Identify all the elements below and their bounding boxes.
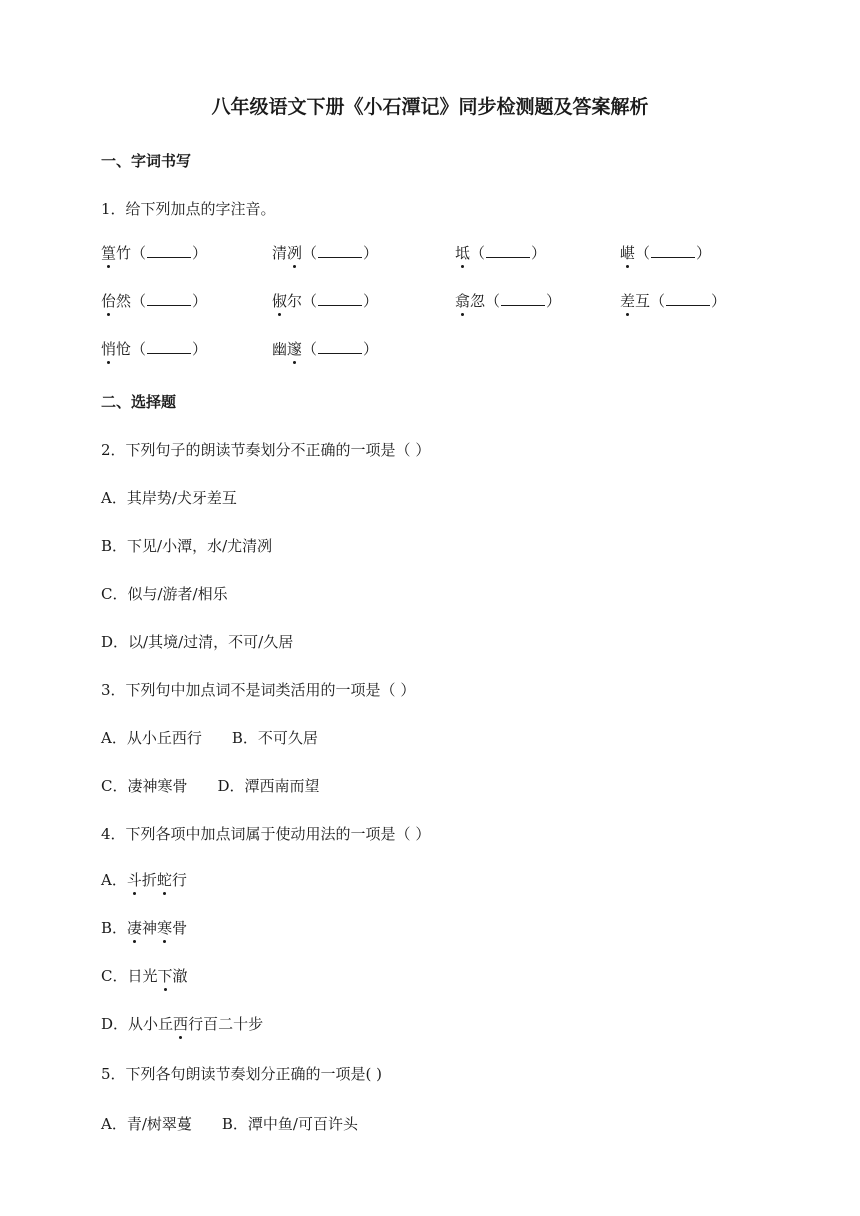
question-4-option-a: A．斗折蛇行 xyxy=(101,871,187,889)
question-2-option-c: C．似与/游者/相乐 xyxy=(101,585,228,603)
answer-blank xyxy=(318,341,362,354)
question-4-option-c: C．日光下澈 xyxy=(101,967,188,985)
question-5-option-a: A．青/树翠蔓 xyxy=(101,1115,192,1133)
dotted-character: 坻 xyxy=(455,244,471,262)
question-5-stem: 5．下列各句朗读节奏划分正确的一项是( ) xyxy=(101,1065,383,1083)
pinyin-item: 清冽（ ） xyxy=(272,244,379,262)
question-4-stem: 4．下列各项中加点词属于使动用法的一项是（ ） xyxy=(101,825,431,843)
answer-blank xyxy=(147,293,191,306)
question-2-stem: 2．下列句子的朗读节奏划分不正确的一项是（ ） xyxy=(101,441,431,459)
question-3-option-d: D．潭西南而望 xyxy=(217,777,320,795)
dotted-character: 佁 xyxy=(101,292,117,310)
pinyin-item: 俶尔（ ） xyxy=(272,292,379,310)
answer-blank xyxy=(666,293,710,306)
question-3-options-cd xyxy=(101,775,320,796)
question-3-option-c: C．凄神寒骨 xyxy=(101,777,188,795)
section-heading-1: 一、字词书写 xyxy=(101,152,192,170)
answer-blank xyxy=(147,341,191,354)
dotted-character: 篁 xyxy=(101,244,117,262)
question-2-option-d: D．以/其境/过清，不可/久居 xyxy=(101,633,294,651)
question-3-option-a: A．从小丘西行 xyxy=(101,729,202,747)
page-title: 八年级语文下册《小石潭记》同步检测题及答案解析 xyxy=(211,96,649,118)
question-4-option-b: B．凄神寒骨 xyxy=(101,919,188,937)
question-3-option-b: B．不可久居 xyxy=(231,729,318,747)
dotted-character: 冽 xyxy=(287,244,303,262)
answer-blank xyxy=(486,245,530,258)
dotted-character: 邃 xyxy=(287,340,303,358)
question-5-options-ab xyxy=(101,1113,358,1134)
question-3-options-ab xyxy=(101,727,318,748)
pinyin-item: 篁竹（ ） xyxy=(101,244,208,262)
dotted-character: 翕 xyxy=(455,292,471,310)
answer-blank xyxy=(651,245,695,258)
answer-blank xyxy=(147,245,191,258)
question-3-stem: 3．下列句中加点词不是词类活用的一项是（ ） xyxy=(101,681,416,699)
question-5-option-b: B．潭中鱼/可百许头 xyxy=(221,1115,358,1133)
question-4-option-d: D．从小丘西行百二十步 xyxy=(101,1015,264,1033)
question-1-stem: 1．给下列加点的字注音。 xyxy=(101,200,276,218)
pinyin-item: 嵁（ ） xyxy=(620,244,712,262)
pinyin-item: 幽邃（ ） xyxy=(272,340,379,358)
pinyin-item: 翕忽（ ） xyxy=(455,292,562,310)
dotted-character: 嵁 xyxy=(620,244,636,262)
question-2-option-b: B．下见/小潭，水/尤清冽 xyxy=(101,537,273,555)
pinyin-item: 悄怆（ ） xyxy=(101,340,208,358)
dotted-character: 俶 xyxy=(272,292,288,310)
pinyin-item: 佁然（ ） xyxy=(101,292,208,310)
pinyin-item: 差互（ ） xyxy=(620,292,727,310)
pinyin-item: 坻（ ） xyxy=(455,244,547,262)
section-heading-2: 二、选择题 xyxy=(101,393,177,411)
answer-blank xyxy=(501,293,545,306)
dotted-character: 悄 xyxy=(101,340,117,358)
answer-blank xyxy=(318,245,362,258)
question-2-option-a: A．其岸势/犬牙差互 xyxy=(101,489,237,507)
answer-blank xyxy=(318,293,362,306)
dotted-character: 差 xyxy=(620,292,636,310)
